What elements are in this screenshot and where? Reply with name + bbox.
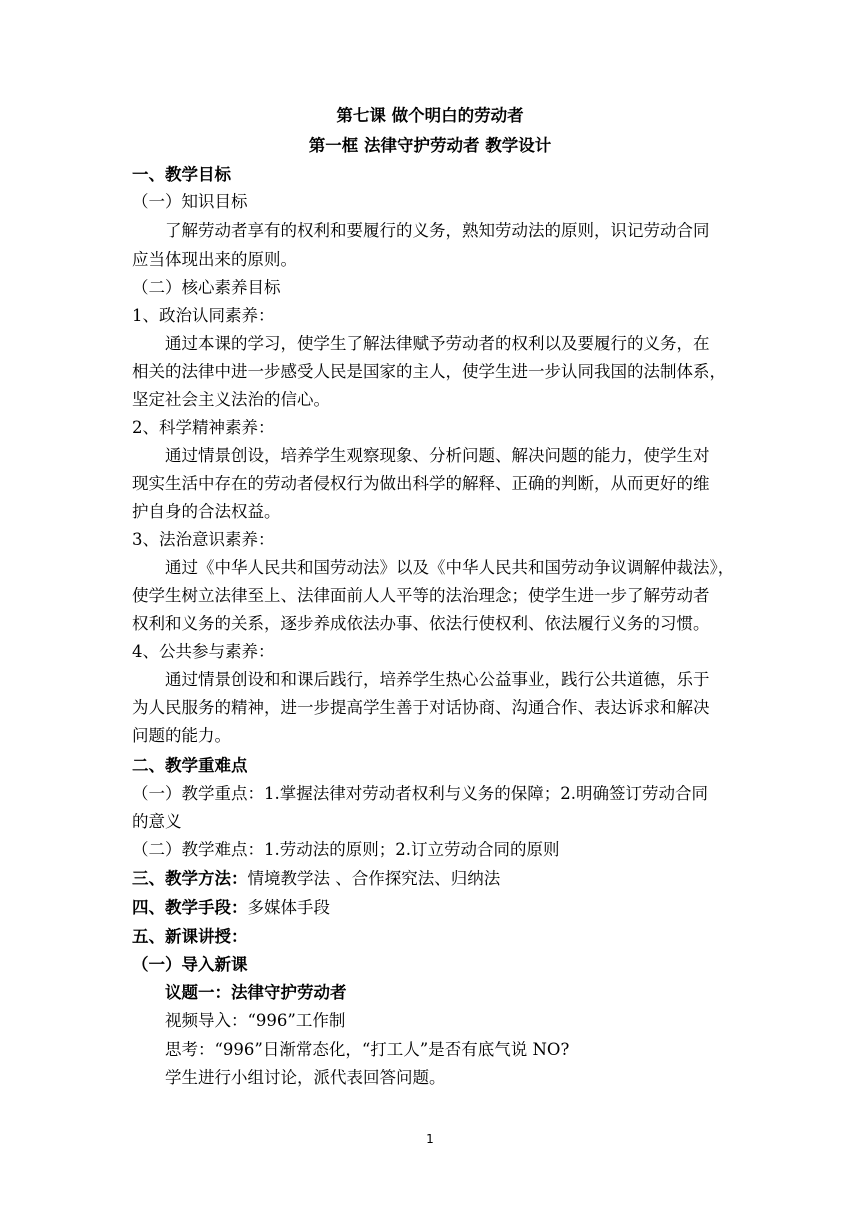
paragraph-line: 了解劳动者享有的权利和要履行的义务，熟知劳动法的原则，识记劳动合同 — [165, 221, 710, 240]
paragraph-line: 应当体现出来的原则。 — [132, 250, 297, 269]
means-value: 多媒体手段 — [247, 898, 330, 917]
goal-title-political: 1、政治认同素养： — [132, 306, 275, 325]
subsection-core-literacy: （二）核心素养目标 — [132, 278, 281, 297]
section-heading-new-lesson: 五、新课讲授： — [132, 927, 248, 946]
paragraph-line: 问题的能力。 — [132, 726, 231, 745]
paragraph-line: 权利和义务的关系，逐步养成依法办事、依法行使权利、依法履行义务的习惯。 — [132, 614, 710, 633]
methods-line — [132, 871, 732, 888]
section-heading-key-points: 二、教学重难点 — [132, 756, 248, 775]
paragraph-line: 通过情景创设，培养学生观察现象、分析问题、解决问题的能力，使学生对 — [165, 446, 710, 465]
paragraph-line: 使学生树立法律至上、法律面前人人平等的法治理念；使学生进一步了解劳动者 — [132, 586, 710, 605]
topic-heading: 议题一：法律守护劳动者 — [165, 983, 347, 1002]
paragraph-line: 为人民服务的精神，进一步提高学生善于对话协商、沟通合作、表达诉求和解决 — [132, 698, 710, 717]
methods-value: 情境教学法 、合作探究法、归纳法 — [247, 869, 501, 888]
paragraph-line: 通过《中华人民共和国劳动法》以及《中华人民共和国劳动争议调解仲裁法》， — [165, 558, 735, 577]
paragraph-line: 通过情景创设和和课后践行，培养学生热心公益事业，践行公共道德，乐于 — [165, 670, 710, 689]
difficulty-line: （二）教学难点：1.劳动法的原则；2.订立劳动合同的原则 — [132, 840, 560, 859]
paragraph-line: 现实生活中存在的劳动者侵权行为做出科学的解释、正确的判断，从而更好的维 — [132, 474, 710, 493]
subsection-knowledge: （一）知识目标 — [132, 192, 248, 211]
paragraph-line: 思考：“996”日渐常态化，“打工人”是否有底气说 NO? — [165, 1040, 570, 1059]
paragraph-line: 学生进行小组讨论，派代表回答问题。 — [165, 1068, 446, 1087]
page-title: 第七课 做个明白的劳动者 — [336, 106, 524, 125]
paragraph-line: 护自身的合法权益。 — [132, 502, 281, 521]
key-point-line: 的意义 — [132, 812, 182, 831]
means-line — [132, 900, 732, 917]
page-subtitle: 第一框 法律守护劳动者 教学设计 — [308, 136, 552, 155]
paragraph-line: 相关的法律中进一步感受人民是国家的主人，使学生进一步认同我国的法制体系， — [132, 362, 726, 381]
page-number: 1 — [426, 1132, 434, 1146]
methods-label: 三、教学方法： — [132, 869, 248, 888]
key-point-line: （一）教学重点：1.掌握法律对劳动者权利与义务的保障；2.明确签订劳动合同 — [132, 784, 708, 803]
means-label: 四、教学手段： — [132, 898, 248, 917]
paragraph-line: 视频导入：“996”工作制 — [165, 1011, 346, 1030]
paragraph-line: 坚定社会主义法治的信心。 — [132, 390, 330, 409]
subsection-intro: （一）导入新课 — [132, 955, 248, 974]
section-heading-objectives: 一、教学目标 — [132, 165, 231, 184]
goal-title-public: 4、公共参与素养： — [132, 642, 275, 661]
paragraph-line: 通过本课的学习，使学生了解法律赋予劳动者的权利以及要履行的义务，在 — [165, 334, 710, 353]
goal-title-rule-of-law: 3、法治意识素养： — [132, 530, 275, 549]
goal-title-science: 2、科学精神素养： — [132, 418, 275, 437]
